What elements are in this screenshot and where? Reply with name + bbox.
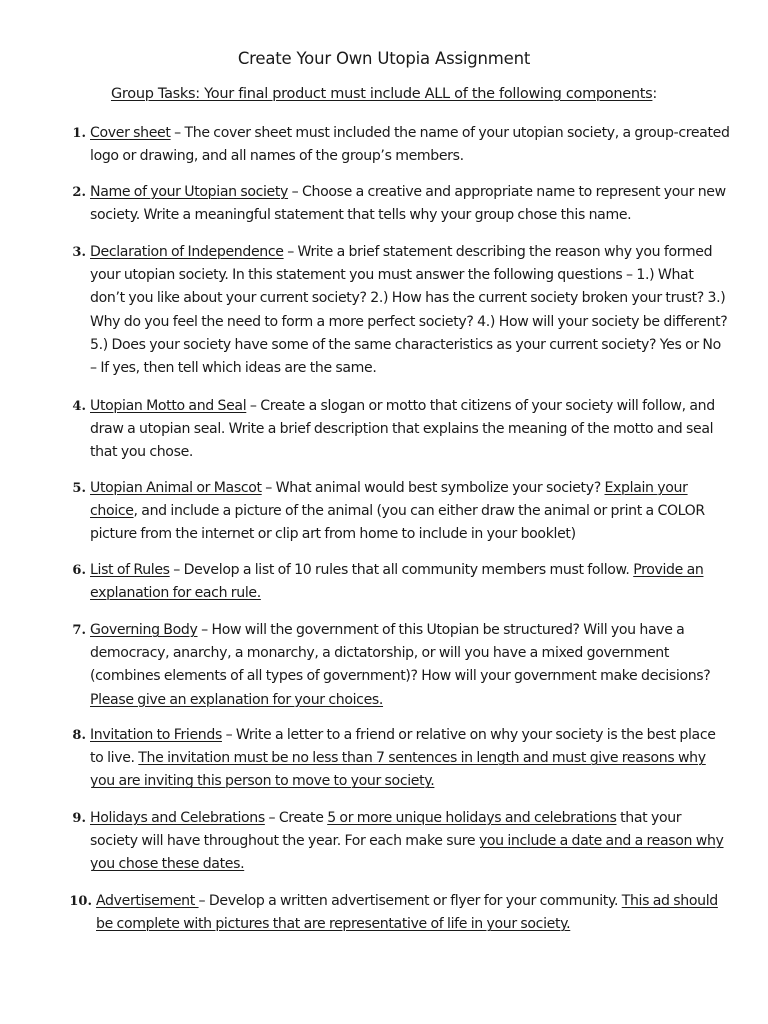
task-body	[90, 241, 730, 380]
task-underlined-text: Provide an explanation for each rule.	[90, 562, 704, 602]
task-text: – How will the government of this Utopian be structured? Will you have a democracy, anarchy, a monarchy, a dictatorship, or will you have a mixed government (combines elements of all types of government)? How will your government make decisions?	[90, 622, 711, 685]
task-number: 3.	[72, 245, 86, 260]
task-body	[90, 395, 730, 465]
task-text: , and include a picture of the animal (you can either draw the animal or print a COLOR picture from the internet or clip art from home to include in your booklet)	[90, 503, 705, 543]
task-number: 6.	[72, 563, 86, 578]
page-subtitle	[0, 86, 768, 102]
task-heading: Advertisement	[96, 893, 199, 909]
task-body	[96, 890, 726, 936]
task-heading: Utopian Animal or Mascot	[90, 480, 262, 496]
task-text: – Choose a creative and appropriate name to represent your new society. Write a meaningful statement that tells why your group chose this name.	[90, 184, 726, 224]
task-text: – The cover sheet must included the name of your utopian society, a group-created logo or drawing, and all names of the group’s members.	[90, 125, 730, 165]
task-body	[90, 724, 730, 794]
task-text: – Create a slogan or motto that citizens of your society will follow, and draw a utopian seal. Write a brief description that explains the meaning of the motto and seal that you chose.	[90, 398, 715, 461]
task-body	[90, 181, 730, 227]
task-number: 7.	[72, 623, 86, 638]
task-number: 4.	[72, 399, 86, 414]
task-text: – Develop a list of 10 rules that all community members must follow.	[169, 562, 634, 578]
task-underlined-text: The invitation must be no less than 7 sentences in length and must give reasons why you are inviting this person to move to your society.	[90, 750, 706, 790]
task-underlined-text: This ad should be complete with pictures that are representative of life in your society.	[96, 893, 718, 933]
task-number: 2.	[72, 185, 86, 200]
task-heading: Invitation to Friends	[90, 727, 222, 743]
task-underlined-text: 5 or more unique holidays and celebrations	[327, 810, 617, 826]
subtitle-tail: :	[652, 86, 658, 102]
task-number: 8.	[72, 728, 86, 743]
task-text: – Write a brief statement describing the reason why you formed your utopian society. In this statement you must answer the following questions – 1.) What don’t you like about your current society? 2.) How has the current society broken your trust? 3.) Why do you feel the need to form a more perfect society? 4.) How will your society be different? 5.) Does your society have some of the same characteristics as your current society? Yes or No – If yes, then tell which ideas are the same.	[90, 244, 728, 377]
task-underlined-text: you include a date and a reason why you chose these dates.	[90, 833, 724, 873]
task-heading: Declaration of Independence	[90, 244, 284, 260]
task-text: – What animal would best symbolize your society?	[261, 480, 605, 496]
task-number: 1.	[72, 126, 86, 141]
task-number: 5.	[72, 481, 86, 496]
task-heading: Utopian Motto and Seal	[90, 398, 247, 414]
subtitle-underlined: Group Tasks: Your final product must include ALL of the following components	[110, 86, 653, 102]
task-body	[90, 477, 730, 547]
task-underlined-text: Please give an explanation for your choices.	[90, 691, 384, 708]
task-text: – Write a letter to a friend or relative on why your society is the best place to live.	[90, 727, 716, 767]
page-title: Create Your Own Utopia Assignment	[237, 49, 531, 68]
task-number: 10.	[69, 894, 92, 909]
task-body	[90, 807, 730, 877]
task-body	[90, 619, 730, 712]
task-body	[90, 122, 730, 168]
task-heading: Holidays and Celebrations	[90, 810, 265, 826]
task-text: – Develop a written advertisement or flyer for your community.	[198, 893, 622, 909]
task-text: that your society will have throughout the year. For each make sure	[90, 810, 682, 850]
task-heading: Governing Body	[90, 622, 198, 638]
task-number: 9.	[72, 811, 86, 826]
task-heading: Name of your Utopian society	[90, 184, 289, 200]
task-heading: Cover sheet	[90, 125, 171, 141]
task-text: – Create	[264, 810, 328, 826]
task-underlined-text: Explain your choice	[90, 480, 688, 520]
task-body	[90, 559, 730, 605]
task-heading: List of Rules	[90, 562, 170, 578]
